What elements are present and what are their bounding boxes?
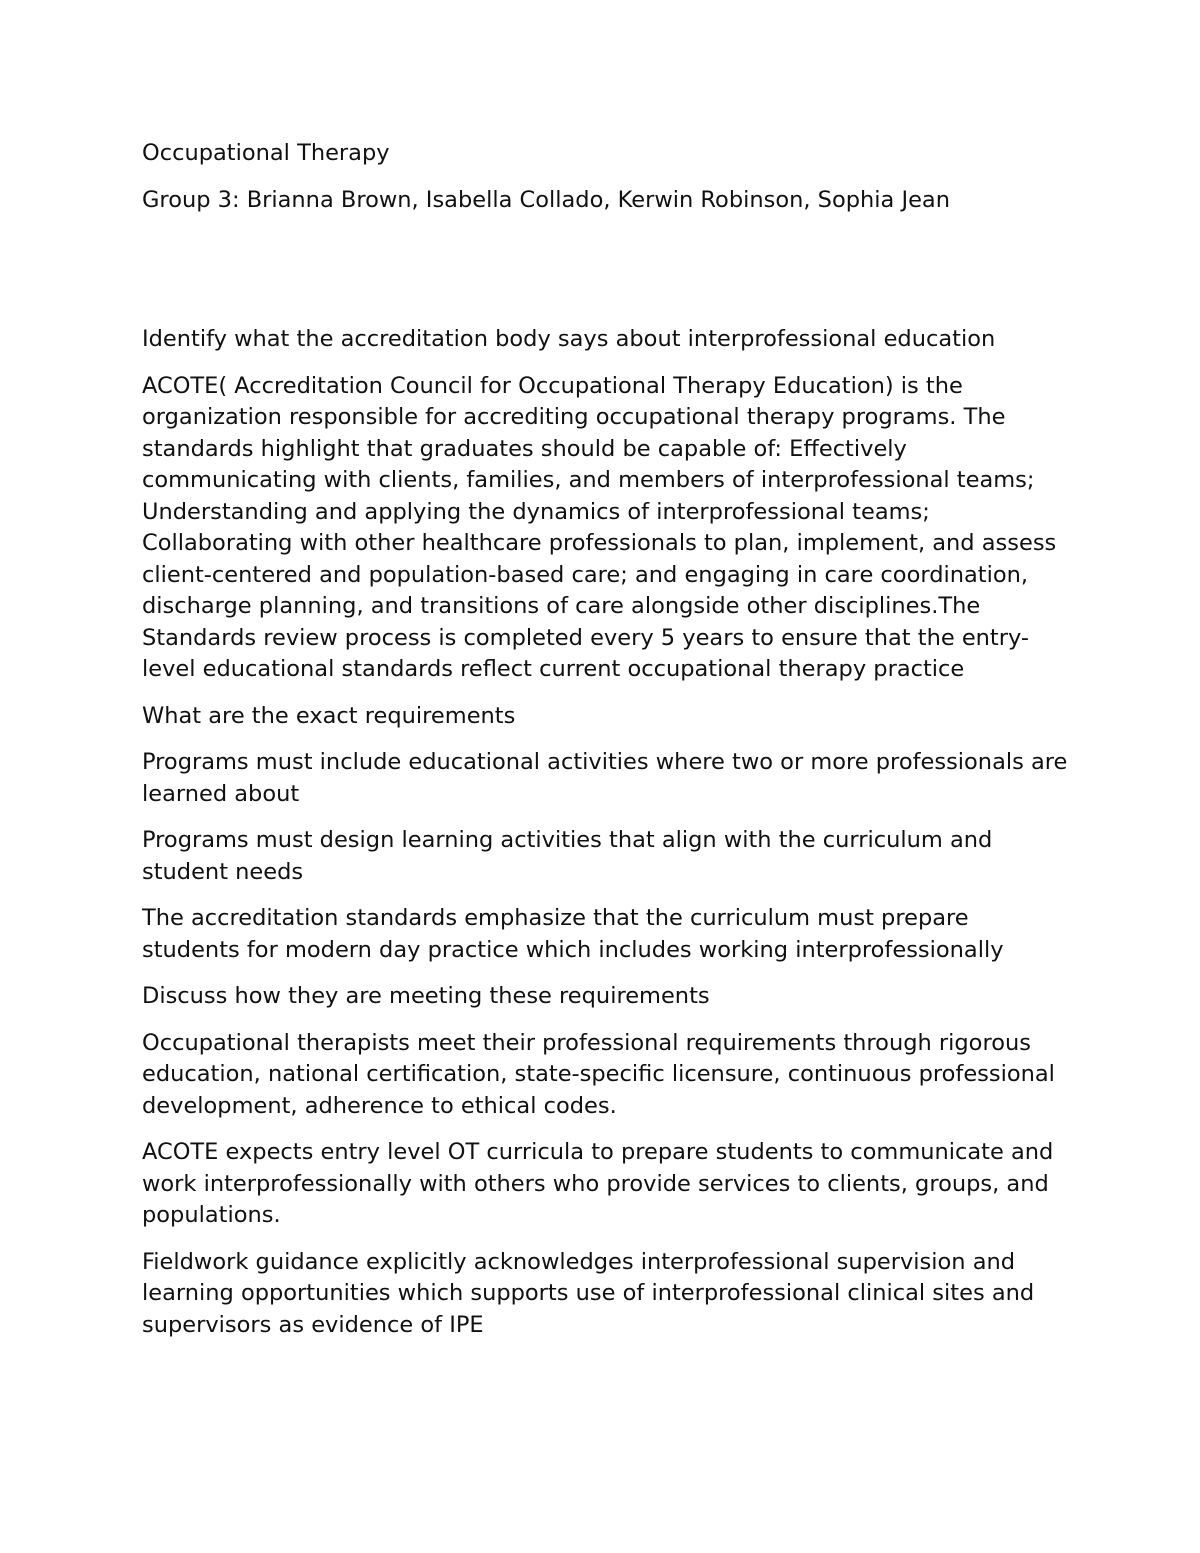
question-meeting-requirements: Discuss how they are meeting these requirements xyxy=(142,983,710,1009)
answer-accreditation: ACOTE( Accreditation Council for Occupational Therapy Education) is the organization responsible for accrediting occupational therapy programs. The standards highlight that graduates should be capable of: Effectively communicating with clients, families, and members of interprofessional teams; Understanding and applying the dynamics of interprofessional teams; Collaborating with other healthcare professionals to plan, implement, and assess client-centered and population-based care; and engaging in care coordination, discharge planning, and transitions of care alongside other disciplines.The Standards review process is completed every 5 years to ensure that the entry-level educational standards reflect current occupational therapy practice xyxy=(142,372,1057,682)
document-title: Occupational Therapy xyxy=(142,140,390,166)
meeting-item: Occupational therapists meet their professional requirements through rigorous education, national certification, state-specific licensure, continuous professional development, adherence to ethical codes. xyxy=(142,1029,1055,1119)
requirement-item: The accreditation standards emphasize that the curriculum must prepare students for modern day practice which includes working interprofessionally xyxy=(142,905,1004,963)
meeting-item: Fieldwork guidance explicitly acknowledges interprofessional supervision and learning opportunities which supports use of interprofessional clinical sites and supervisors as evidence of IPE xyxy=(142,1248,1035,1338)
document-body xyxy=(142,138,1072,1356)
question-accreditation: Identify what the accreditation body says about interprofessional education xyxy=(142,326,996,352)
requirement-item: Programs must design learning activities that align with the curriculum and student needs xyxy=(142,827,993,885)
requirement-item: Programs must include educational activities where two or more professionals are learned about xyxy=(142,749,1068,807)
question-requirements: What are the exact requirements xyxy=(142,702,516,729)
group-members: Group 3: Brianna Brown, Isabella Collado, Kerwin Robinson, Sophia Jean xyxy=(142,186,950,213)
meeting-item: ACOTE expects entry level OT curricula to prepare students to communicate and work interprofessionally with others who provide services to clients, groups, and populations. xyxy=(142,1139,1054,1228)
blank-space xyxy=(142,231,1072,324)
